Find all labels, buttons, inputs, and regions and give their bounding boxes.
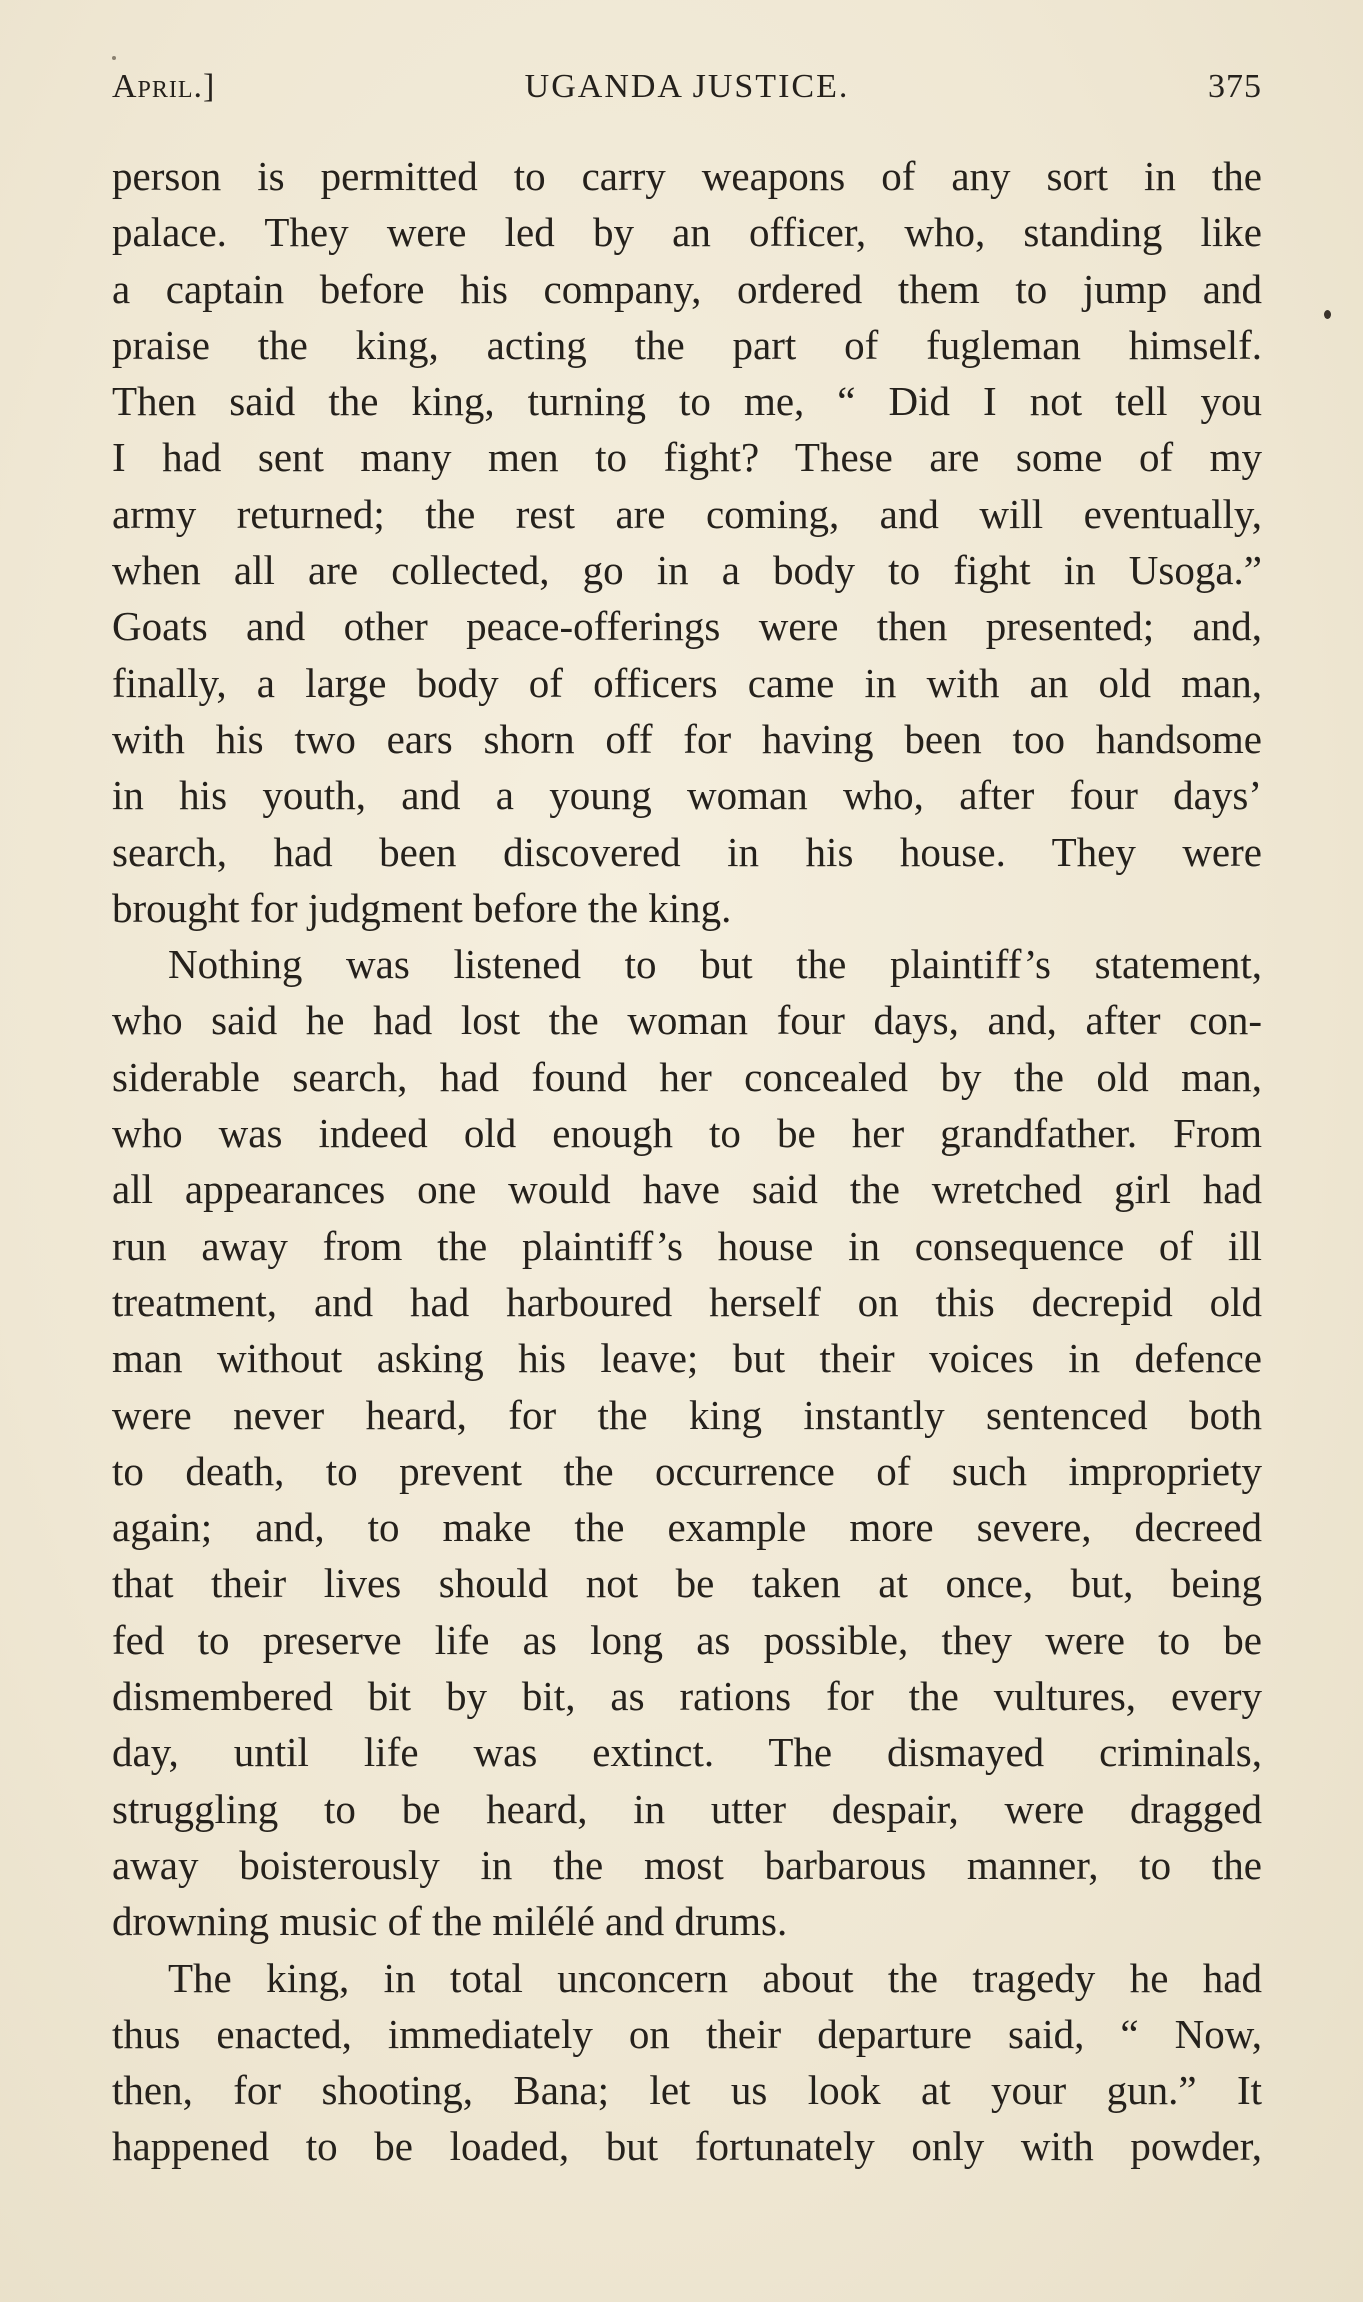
text-line: who said he had lost the woman four days, and, after con- <box>112 997 1262 1044</box>
text-line: to death, to prevent the occurrence of such impropriety <box>112 1447 1262 1494</box>
text-line: finally, a large body of officers came in with an old man, <box>112 659 1262 706</box>
text-line: fed to preserve life as long as possible, they were to be <box>112 1616 1262 1663</box>
text-line: thus enacted, immediately on their departure said, “ Now, <box>112 2010 1262 2057</box>
running-head-title: UGANDA JUSTICE. <box>524 68 850 105</box>
text-line: Goats and other peace-offerings were then presented; and, <box>112 603 1262 650</box>
page-number: 375 <box>1208 68 1262 105</box>
text-line: then, for shooting, Bana; let us look at your gun.” It <box>112 2067 1262 2114</box>
text-line: siderable search, had found her concealed by the old man, <box>112 1053 1262 1100</box>
text-line: away boisterously in the most barbarous manner, to the <box>112 1841 1262 1888</box>
text-line: I had sent many men to fight? These are some of my <box>112 434 1262 481</box>
text-line: treatment, and had harboured herself on this decrepid old <box>112 1278 1262 1325</box>
text-line: when all are collected, go in a body to fight in Usoga.” <box>112 547 1262 594</box>
running-head-month: April.] <box>112 68 216 105</box>
text-line: who was indeed old enough to be her grandfather. From <box>112 1110 1262 1157</box>
paragraph-last-line: drowning music of the milélé and drums. <box>112 1898 788 1945</box>
text-line: search, had been discovered in his house. They were <box>112 828 1262 875</box>
text-line: struggling to be heard, in utter despair, were dragged <box>112 1785 1262 1832</box>
paragraph-first-line: Nothing was listened to but the plaintiff’s statement, <box>168 941 1262 988</box>
ink-speck <box>1324 310 1331 319</box>
text-line: that their lives should not be taken at once, but, being <box>112 1560 1262 1607</box>
text-line: a captain before his company, ordered them to jump and <box>112 265 1262 312</box>
paragraph-last-line: brought for judgment before the king. <box>112 884 732 931</box>
text-line: day, until life was extinct. The dismayed criminals, <box>112 1729 1262 1776</box>
text-line: all appearances one would have said the wretched girl had <box>112 1166 1262 1213</box>
text-line: dismembered bit by bit, as rations for the vultures, every <box>112 1673 1262 1720</box>
text-line: with his two ears shorn off for having been too handsome <box>112 715 1262 762</box>
text-line: happened to be loaded, but fortunately only with powder, <box>112 2123 1262 2170</box>
text-line: in his youth, and a young woman who, after four days’ <box>112 772 1262 819</box>
text-line: run away from the plaintiff’s house in consequence of ill <box>112 1222 1262 1269</box>
text-line: person is permitted to carry weapons of any sort in the <box>112 153 1262 199</box>
text-line: man without asking his leave; but their voices in defence <box>112 1335 1262 1382</box>
text-line: were never heard, for the king instantly sentenced both <box>112 1391 1262 1438</box>
text-line: Then said the king, turning to me, “ Did I not tell you <box>112 378 1262 425</box>
running-head <box>112 68 1262 118</box>
body-text <box>112 148 1262 2175</box>
text-line: army returned; the rest are coming, and will eventually, <box>112 490 1262 537</box>
text-line: praise the king, acting the part of fugleman himself. <box>112 321 1262 368</box>
paragraph-first-line: The king, in total unconcern about the tragedy he had <box>168 1954 1262 2001</box>
text-line: again; and, to make the example more severe, decreed <box>112 1504 1262 1551</box>
ink-speck <box>112 56 116 60</box>
text-line: palace. They were led by an officer, who, standing like <box>112 209 1262 256</box>
